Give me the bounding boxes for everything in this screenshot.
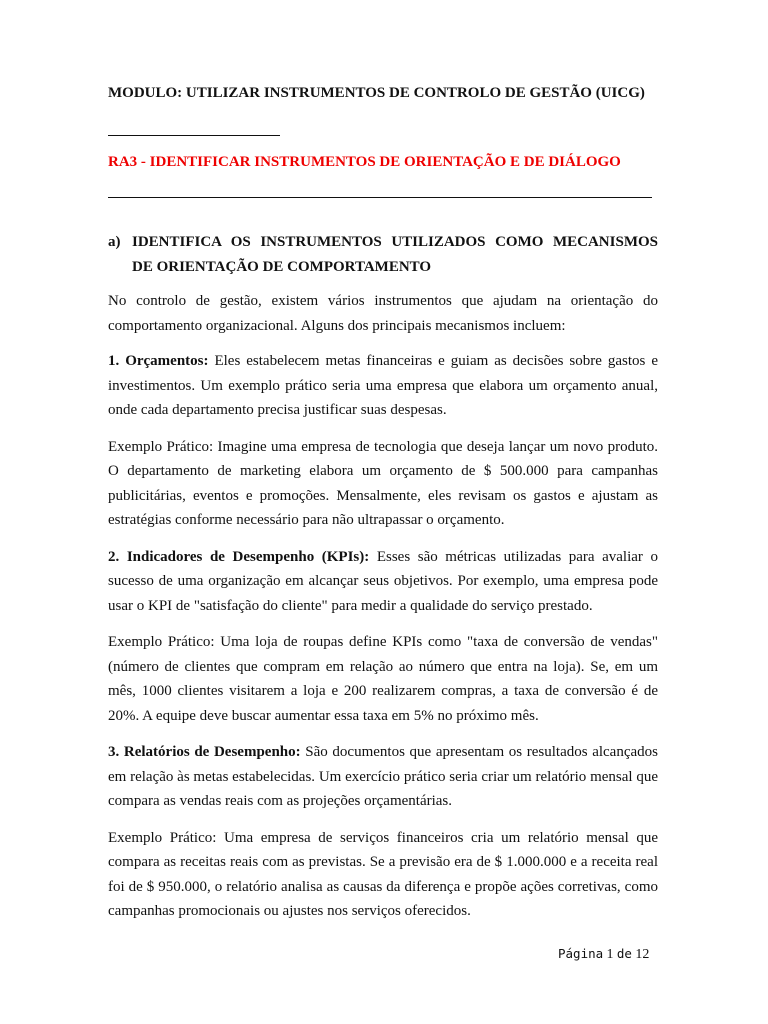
short-divider bbox=[108, 135, 280, 136]
item-3-paragraph bbox=[108, 740, 658, 814]
item-3-label: 3. Relatórios de Desempenho: bbox=[108, 744, 301, 760]
page-separator: de bbox=[616, 946, 632, 961]
total-pages-number: 12 bbox=[635, 947, 650, 962]
intro-paragraph: No controlo de gestão, existem vários instrumentos que ajudam na orientação do comportamento organizacional. Alguns dos principais mecanismos incluem: bbox=[108, 293, 658, 334]
current-page-number: 1 bbox=[606, 947, 614, 962]
module-title: MODULO: UTILIZAR INSTRUMENTOS DE CONTROLO DE GESTÃO (UICG) bbox=[108, 85, 645, 101]
section-heading-text bbox=[132, 230, 658, 280]
document-page bbox=[108, 0, 658, 1024]
item-3-text: São documentos que apresentam os resultados alcançados em relação às metas estabelecidas. Um exercício prático seria criar um relatório mensal que compara as vendas reais com as projeções orçamentárias. bbox=[108, 744, 658, 809]
item-2-label: 2. Indicadores de Desempenho (KPIs): bbox=[108, 548, 370, 565]
item-1-paragraph bbox=[108, 349, 658, 423]
item-3-example: Exemplo Prático: Uma empresa de serviços financeiros cria um relatório mensal que compara as receitas reais com as previstas. Se a previsão era de $ 1.000.000 e a receita real foi de $ 950.000, o relatório analisa as causas da diferença e propõe ações corretivas, como campanhas promocionais ou ajustes nos serviços oferecidos. bbox=[108, 829, 658, 919]
section-heading-line-1: IDENTIFICA OS INSTRUMENTOS UTILIZADOS COMO MECANISMOS bbox=[132, 234, 658, 250]
item-1-text: Eles estabelecem metas financeiras e guiam as decisões sobre gastos e investimentos. Um exemplo prático seria uma empresa que elabora um orçamento anual, onde cada departamento precisa justificar suas despesas. bbox=[108, 353, 658, 418]
body-text bbox=[108, 289, 658, 936]
item-1-example: Exemplo Prático: Imagine uma empresa de tecnologia que deseja lançar um novo produto. O departamento de marketing elabora um orçamento de $ 500.000 para campanhas publicitárias, eventos e promoções. Mensalmente, eles revisam os gastos e ajustam as estratégias conforme necessário para não ultrapassar o orçamento. bbox=[108, 438, 658, 528]
ra-title: RA3 - IDENTIFICAR INSTRUMENTOS DE ORIENTAÇÃO E DE DIÁLOGO bbox=[108, 154, 621, 170]
page-footer bbox=[558, 946, 649, 963]
section-marker: a) bbox=[108, 234, 121, 250]
item-2-paragraph bbox=[108, 545, 658, 619]
page-label: Página bbox=[558, 946, 604, 961]
section-a-heading bbox=[108, 230, 658, 280]
item-2-example: Exemplo Prático: Uma loja de roupas define KPIs como "taxa de conversão de vendas" (número de clientes que compram em relação ao número que entra na loja). Se, em um mês, 1000 clientes visitarem a loja e 200 realizarem compras, a taxa de conversão é de 20%. A equipe deve buscar aumentar essa taxa em 5% no próximo mês. bbox=[108, 634, 658, 724]
section-heading-line-2: DE ORIENTAÇÃO DE COMPORTAMENTO bbox=[132, 259, 432, 275]
long-divider bbox=[108, 197, 652, 198]
item-2-text: Esses são métricas utilizadas para avaliar o sucesso de uma organização em alcançar seus objetivos. Por exemplo, uma empresa pode usar o KPI de "satisfação do cliente" para medir a qualidade do serviço prestado. bbox=[108, 548, 658, 614]
item-1-label: 1. Orçamentos: bbox=[108, 353, 209, 369]
